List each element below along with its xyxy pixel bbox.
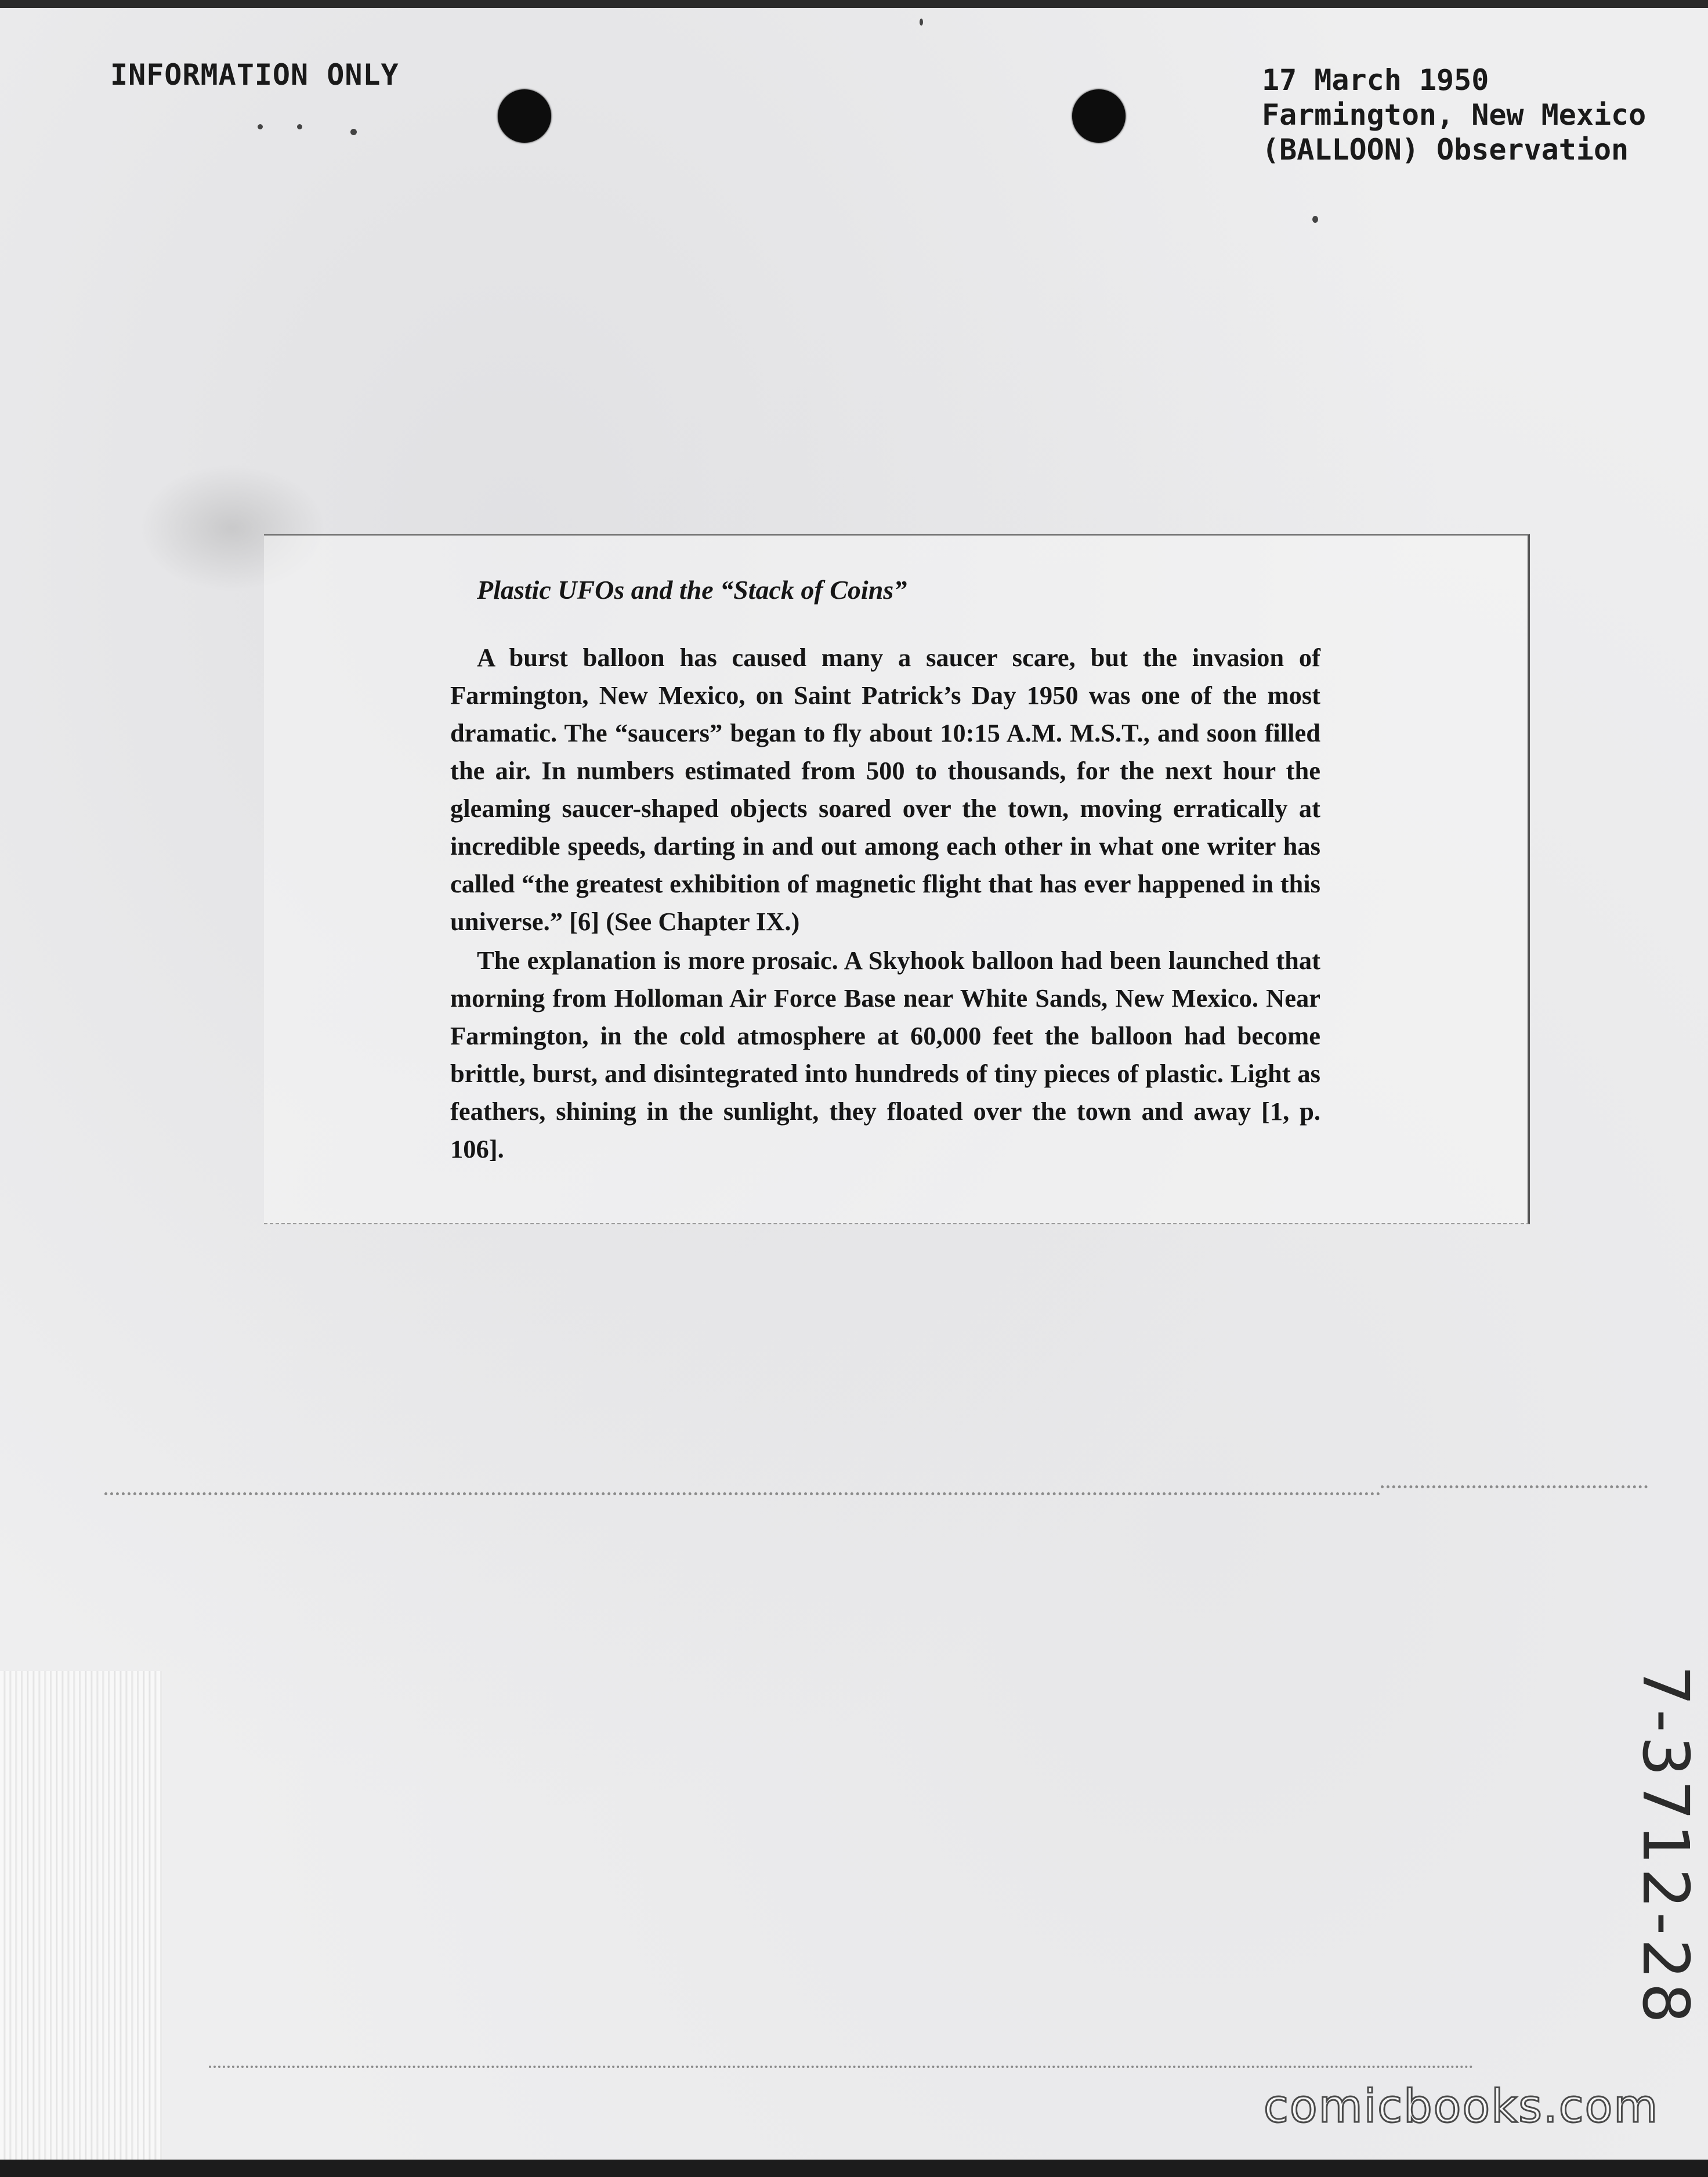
article: [450, 574, 1320, 1168]
header-observation: (BALLOON) Observation: [1262, 133, 1629, 167]
scan-noise-row: [1381, 1485, 1648, 1488]
scan-bottom-edge: [0, 2160, 1708, 2177]
watermark-text: comicbooks.com: [1264, 2081, 1659, 2133]
handwritten-file-number: 7-3712-28: [1629, 1665, 1703, 2027]
scan-top-edge: [0, 0, 1708, 8]
speck: [258, 124, 263, 129]
scan-noise-row: [104, 1492, 1381, 1495]
punch-hole-right: [1072, 89, 1126, 143]
header-block: [1262, 63, 1646, 167]
speck: [297, 124, 302, 129]
article-paragraph: The explanation is more prosaic. A Skyhook balloon had been launched that morning from Holloman Air Force Base near White Sands, New Mexico. Near Farmington, in the cold atmosphere at 60,000 feet the balloon had become brittle, burst, and disintegrated into hundreds of tiny pieces of plastic. Light as feathers, shining in the sunlight, they floated over the town and away [1, p. 106].: [450, 946, 1320, 1163]
scan-noise-row: [209, 2066, 1474, 2068]
article-title: Plastic UFOs and the “Stack of Coins”: [477, 575, 907, 605]
header-date: 17 March 1950: [1262, 63, 1489, 97]
article-paragraph: A burst balloon has caused many a saucer scare, but the invasion of Farmington, New Mexico, on Saint Patrick’s Day 1950 was one of the most dramatic. The “saucers” began to fly about 10:15 A.M. M.S.T., and soon filled the air. In numbers estimated from 500 to thousands, for the next hour the gleaming saucer-shaped objects soared over the town, moving erratically at incredible speeds, darting in and out among each other in what one writer has called “the greatest exhibition of magnetic flight that has ever happened in this universe.” [6] (See Chapter IX.): [450, 643, 1320, 936]
scan-left-edge-artifact: [0, 1671, 162, 2177]
speck: [1312, 216, 1318, 223]
speck: [920, 19, 923, 26]
header-location: Farmington, New Mexico: [1262, 98, 1647, 132]
punch-hole-left: [498, 89, 551, 143]
information-only-label: INFORMATION ONLY: [110, 58, 399, 92]
speck: [350, 129, 357, 135]
